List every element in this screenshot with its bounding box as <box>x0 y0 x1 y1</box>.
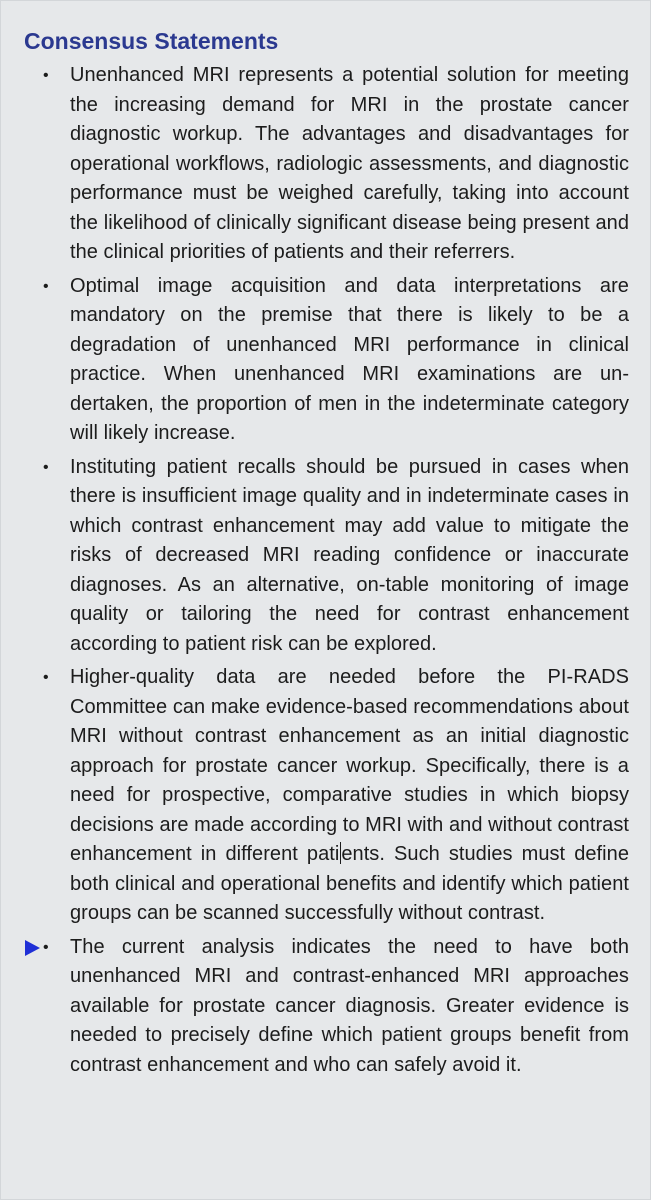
statement-text-after-cursor: ents. Such studies must define both clinical and operational benefits and identify which patient groups can be scanned successfully without contrast. <box>70 843 629 924</box>
statement-text: Optimal image acquisition and data interpretations are mandatory on the premise that there is likely to be a degradation of unenhanced MRI performance in clinical practice. When unenhanced MRI examinations are undertaken, the proportion of men in the indeterminate category will likely increase. <box>70 274 629 444</box>
bullet-icon: • <box>43 669 49 686</box>
box-title: Consensus Statements <box>24 28 279 54</box>
statement-text: Instituting patient recalls should be pursued in cases when there is insufficient image quality and in indeterminate cases in which contrast enhancement may add value to mitigate the risks of decreased MRI reading confidence or inaccurate diagnoses. As an alternative, on-table monitoring of image quality or tailoring the need for contrast enhancement according to patient risk can be explored. <box>70 455 629 655</box>
statement-item-2 <box>1 272 629 449</box>
bullet-icon: • <box>43 277 49 295</box>
bullet-icon: • <box>43 938 49 956</box>
statement-text: Unenhanced MRI represents a potential solution for meeting the increasing demand for MRI in the prostate cancer diagnostic workup. The advantages and disadvantages for operational workflows, radiologic assessments, and diagnostic performance must be weighed carefully, taking into account the likelihood of clinically significant disease being present and the clinical priorities of patients and their referrers. <box>70 64 629 263</box>
bullet-icon: • <box>43 458 49 476</box>
bullet-icon: • <box>43 67 49 84</box>
statement-item-3 <box>1 453 629 660</box>
statement-item-5 <box>1 933 629 1081</box>
statement-item-4 <box>1 663 629 929</box>
statement-text-before-cursor: Higher-quality data are needed before the PI-RADS Committee can make evidence-based recommendations about MRI without contrast enhancement as an initial diagnostic approach for prostate cancer workup. Specifically, there is a need for prospective, comparative studies in which biopsy decisions are made according to MRI with and without contrast enhancement in different pati <box>70 666 629 865</box>
statement-text <box>70 666 629 924</box>
statement-text: The current analysis indicates the need to have both unenhanced MRI and contrast-enhanced MRI approaches available for prostate cancer diagnosis. Greater evidence is needed to precisely define which patient groups benefit from contrast enhancement and who can safely avoid it. <box>70 935 629 1076</box>
statement-list <box>1 61 651 1084</box>
right-triangle-pointer-icon <box>25 940 40 956</box>
statement-item-1 <box>1 61 629 268</box>
